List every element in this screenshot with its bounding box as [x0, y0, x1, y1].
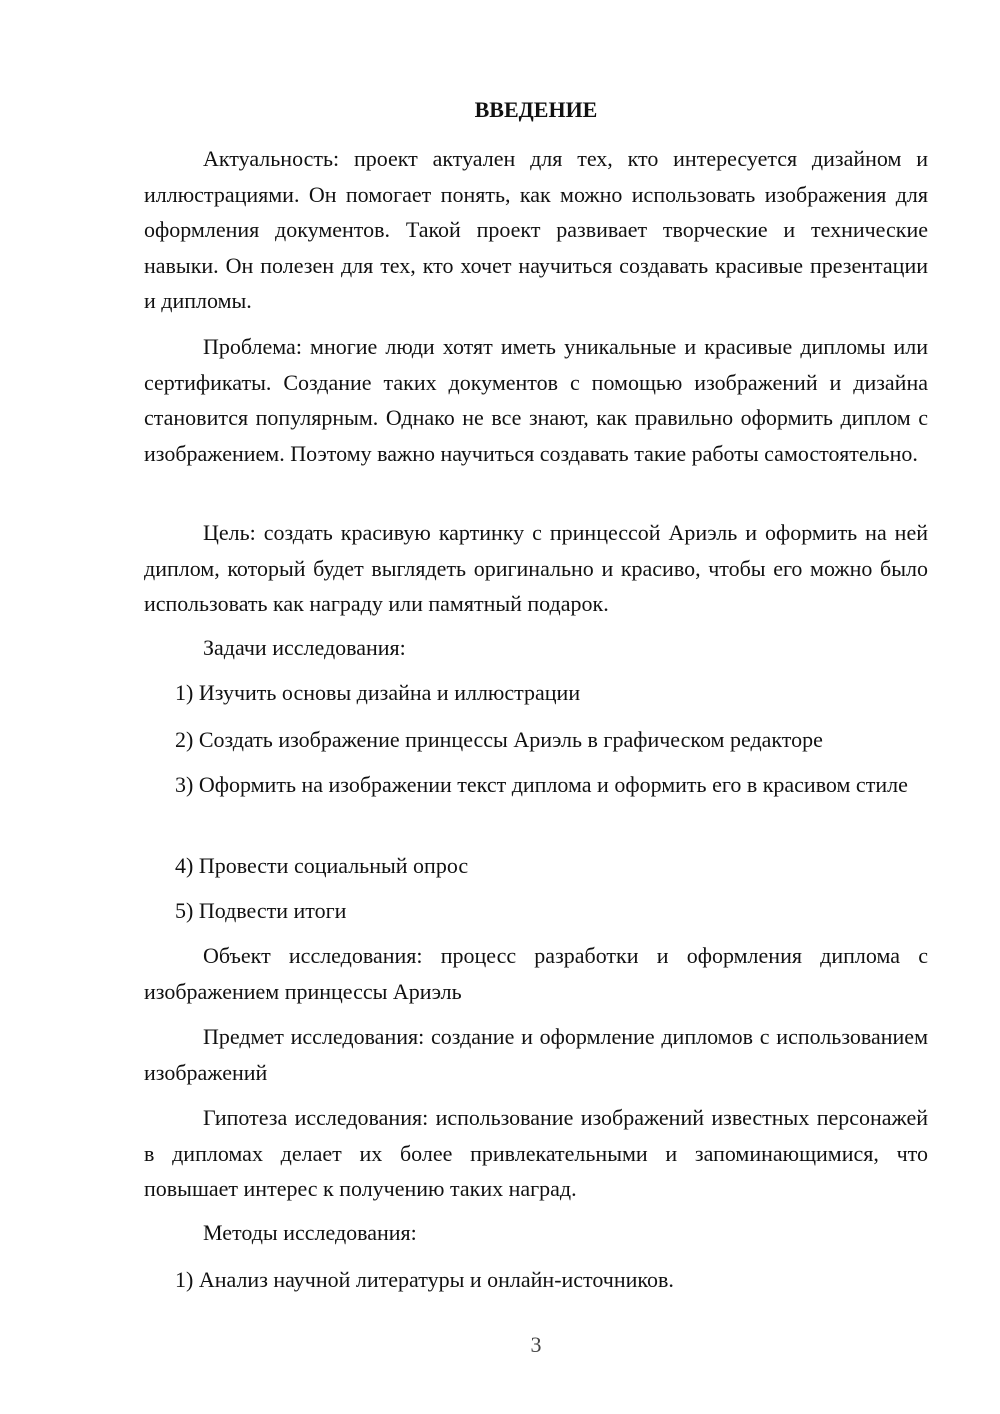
tasks-heading: Задачи исследования:: [203, 635, 406, 660]
paragraph-hypothesis: Гипотеза исследования: использование изображений известных персонажей в дипломах делает их более привлекательными и запоминающимися, что повышает интерес к получению таких наград.: [144, 1105, 928, 1201]
method-item-1: 1) Анализ научной литературы и онлайн-источников.: [175, 1267, 674, 1292]
task-item-2: 2) Создать изображение принцессы Ариэль в графическом редакторе: [175, 727, 823, 752]
paragraph-subject: Предмет исследования: создание и оформление дипломов с использованием изображений: [144, 1024, 928, 1085]
paragraph-goal: Цель: создать красивую картинку с принцессой Ариэль и оформить на ней диплом, который будет выглядеть оригинально и красиво, чтобы его можно было использовать как награду или памятный подарок.: [144, 520, 928, 616]
methods-heading: Методы исследования:: [203, 1220, 417, 1245]
paragraph-object: Объект исследования: процесс разработки и оформления диплома с изображением принцессы Ариэль: [144, 943, 928, 1004]
task-item-3: 3) Оформить на изображении текст диплома и оформить его в красивом стиле: [175, 772, 908, 797]
task-item-4: 4) Провести социальный опрос: [175, 853, 469, 878]
task-item-5: 5) Подвести итоги: [175, 898, 347, 923]
paragraph-problem: Проблема: многие люди хотят иметь уникальные и красивые дипломы или сертификаты. Создание таких документов с помощью изображений и дизайна становится популярным. Однако не все знают, как правильно оформить диплом с изображением. Поэтому важно научиться создавать такие работы самостоятельно.: [144, 334, 928, 466]
paragraph-relevance: Актуальность: проект актуален для тех, кто интересуется дизайном и иллюстрациями. Он помогает понять, как можно использовать изображения для оформления документов. Такой проект развивает творческие и технические навыки. Он полезен для тех, кто хочет научиться создавать красивые презентации и дипломы.: [144, 146, 928, 313]
page-number: 3: [530, 1332, 542, 1357]
task-item-1: 1) Изучить основы дизайна и иллюстрации: [175, 680, 581, 705]
section-title: ВВЕДЕНИЕ: [474, 97, 598, 122]
